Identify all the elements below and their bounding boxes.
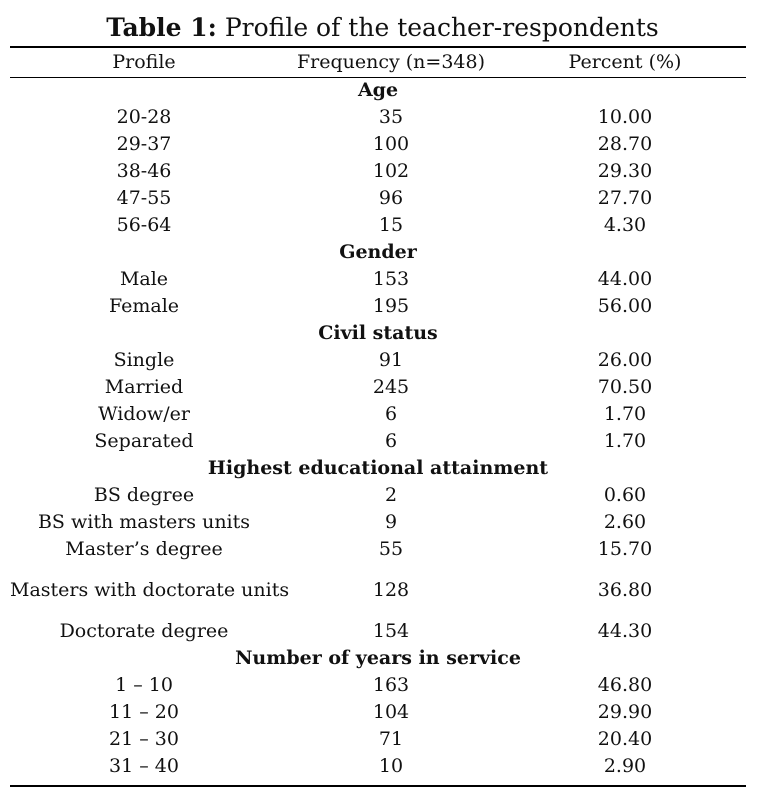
cell-profile: Married xyxy=(104,376,184,398)
cell-frequency: 102 xyxy=(372,160,410,182)
table-row xyxy=(10,509,746,536)
cell-profile: 31 – 40 xyxy=(109,755,179,777)
cell-percent: 1.70 xyxy=(603,403,647,425)
section-header-row xyxy=(10,455,746,482)
cell-frequency: 96 xyxy=(378,187,404,209)
section-title: Civil status xyxy=(318,322,438,344)
cell-frequency: 100 xyxy=(372,133,410,155)
section-header-row xyxy=(10,239,746,266)
table-row xyxy=(10,428,746,455)
section-title: Highest educational attainment xyxy=(207,457,549,479)
cell-profile: Male xyxy=(119,268,169,290)
cell-frequency: 163 xyxy=(372,674,410,696)
cell-frequency: 154 xyxy=(372,620,410,642)
table-row xyxy=(10,536,746,563)
table-row xyxy=(10,158,746,185)
cell-percent: 46.80 xyxy=(597,674,653,696)
cell-profile: Master’s degree xyxy=(65,538,223,560)
cell-frequency: 153 xyxy=(372,268,410,290)
table-row xyxy=(10,672,746,699)
cell-frequency: 128 xyxy=(372,579,410,601)
cell-frequency: 6 xyxy=(384,430,398,452)
column-header-frequency: Frequency (n=348) xyxy=(296,51,486,73)
cell-frequency: 35 xyxy=(378,106,404,128)
cell-profile: Widow/er xyxy=(98,403,190,425)
cell-percent: 2.90 xyxy=(603,755,647,777)
cell-frequency: 6 xyxy=(384,403,398,425)
section-title: Gender xyxy=(339,241,417,263)
cell-percent: 0.60 xyxy=(603,484,647,506)
cell-percent: 36.80 xyxy=(597,579,653,601)
table-header-row xyxy=(10,47,746,77)
cell-percent: 28.70 xyxy=(597,133,653,155)
cell-frequency: 15 xyxy=(378,214,404,236)
cell-profile: 21 – 30 xyxy=(109,728,179,750)
cell-frequency: 10 xyxy=(378,755,404,777)
profile-table xyxy=(10,47,746,780)
cell-percent: 29.90 xyxy=(597,701,653,723)
cell-profile: 47-55 xyxy=(116,187,172,209)
section-header-row xyxy=(10,77,746,104)
table-row xyxy=(10,293,746,320)
cell-profile: Doctorate degree xyxy=(59,620,229,642)
cell-percent: 1.70 xyxy=(603,430,647,452)
cell-frequency: 91 xyxy=(378,349,404,371)
table-row xyxy=(10,212,746,239)
section-header-row xyxy=(10,645,746,672)
cell-frequency: 71 xyxy=(378,728,404,750)
table-row xyxy=(10,266,746,293)
cell-profile: BS with masters units xyxy=(37,511,251,533)
cell-percent: 70.50 xyxy=(597,376,653,398)
table-row xyxy=(10,699,746,726)
section-title: Age xyxy=(357,79,399,101)
section-header-row xyxy=(10,320,746,347)
section-title: Number of years in service xyxy=(235,647,521,669)
cell-frequency: 195 xyxy=(372,295,410,317)
cell-percent: 4.30 xyxy=(603,214,647,236)
column-header-percent: Percent (%) xyxy=(568,51,682,73)
cell-percent: 44.30 xyxy=(597,620,653,642)
table-bottom-rule xyxy=(10,785,746,787)
cell-profile: 20-28 xyxy=(116,106,172,128)
table-row xyxy=(10,753,746,780)
cell-percent: 20.40 xyxy=(597,728,653,750)
cell-profile: 29-37 xyxy=(116,133,172,155)
cell-frequency: 245 xyxy=(372,376,410,398)
cell-frequency: 2 xyxy=(384,484,398,506)
cell-profile: Single xyxy=(113,349,175,371)
table-row xyxy=(10,347,746,374)
cell-profile: 11 – 20 xyxy=(109,701,179,723)
cell-profile: Separated xyxy=(94,430,194,452)
table-row xyxy=(10,726,746,753)
cell-percent: 44.00 xyxy=(597,268,653,290)
cell-percent: 26.00 xyxy=(597,349,653,371)
cell-profile: 38-46 xyxy=(116,160,172,182)
table-row xyxy=(10,374,746,401)
cell-frequency: 104 xyxy=(372,701,410,723)
cell-frequency: 55 xyxy=(378,538,404,560)
cell-percent: 10.00 xyxy=(597,106,653,128)
cell-profile: 56-64 xyxy=(116,214,172,236)
table-caption-text: Profile of the teacher-respondents xyxy=(216,13,659,42)
cell-percent: 27.70 xyxy=(597,187,653,209)
table-row xyxy=(10,618,746,645)
cell-profile: Female xyxy=(108,295,180,317)
cell-percent: 2.60 xyxy=(603,511,647,533)
table-row xyxy=(10,104,746,131)
table-body xyxy=(10,77,746,780)
table-caption-label: Table 1: xyxy=(106,13,217,42)
table-row xyxy=(10,401,746,428)
table-row xyxy=(10,482,746,509)
cell-profile: Masters with doctorate units xyxy=(10,579,290,601)
cell-profile: 1 – 10 xyxy=(115,674,173,696)
cell-percent: 29.30 xyxy=(597,160,653,182)
cell-percent: 15.70 xyxy=(597,538,653,560)
table-row xyxy=(10,185,746,212)
table-row xyxy=(10,563,746,618)
table-row xyxy=(10,131,746,158)
cell-profile: BS degree xyxy=(93,484,195,506)
column-header-profile: Profile xyxy=(112,51,176,73)
cell-percent: 56.00 xyxy=(597,295,653,317)
table-caption xyxy=(0,12,765,44)
cell-frequency: 9 xyxy=(384,511,398,533)
